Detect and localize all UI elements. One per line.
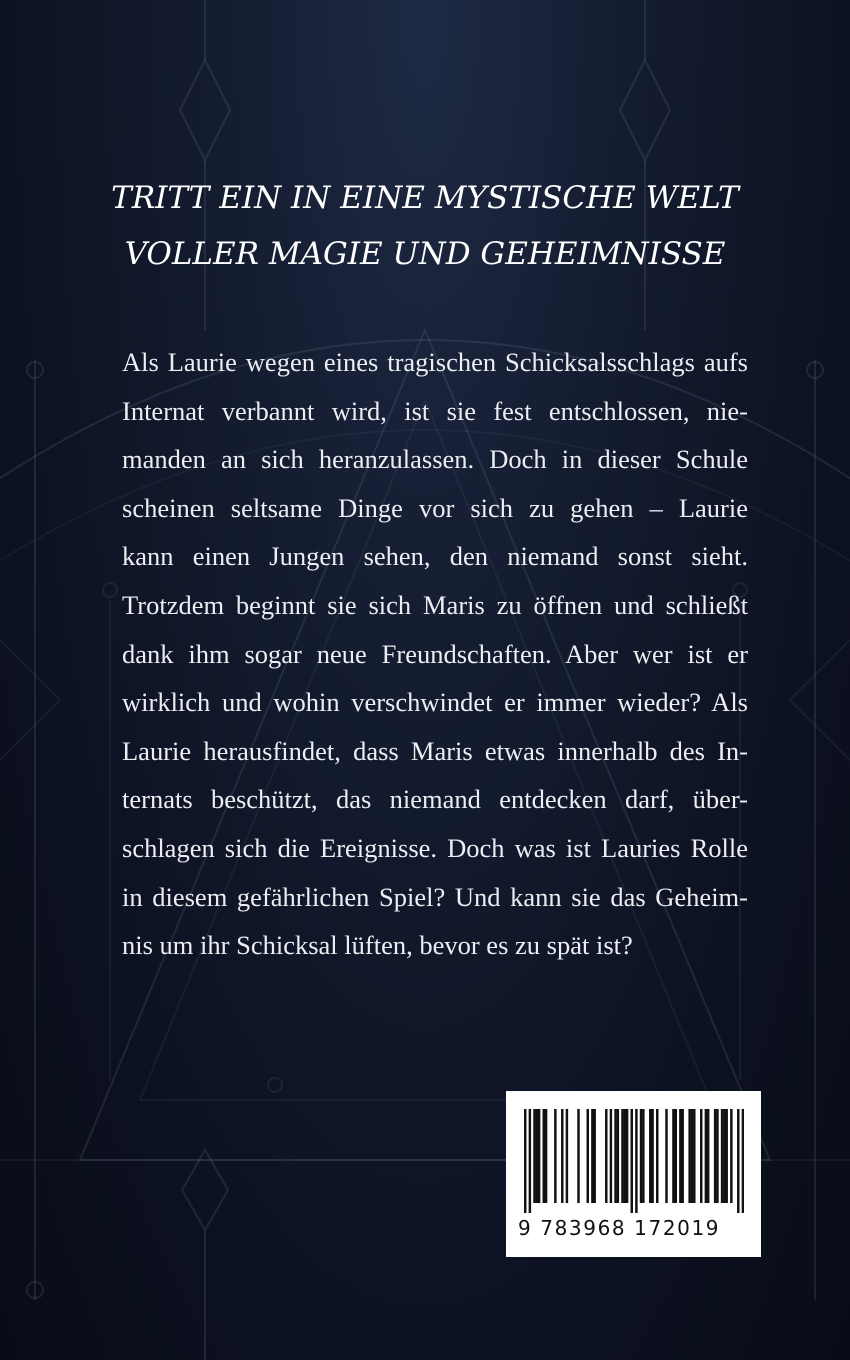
barcode-bar	[561, 1109, 563, 1203]
blurb-line: dank ihm sogar neue Freundschaften. Aber wer ist er	[122, 638, 748, 669]
barcode-bar	[591, 1109, 593, 1203]
barcode-bar	[614, 1109, 616, 1203]
barcode-bar	[621, 1109, 623, 1203]
barcode-bar	[538, 1109, 540, 1203]
barcode-bar	[723, 1109, 725, 1203]
barcode-bar	[693, 1109, 695, 1203]
barcode-bar	[642, 1109, 644, 1203]
blurb-line: ternats beschützt, das niemand entdecken darf, über-	[122, 784, 748, 815]
barcode-bar	[725, 1109, 727, 1203]
barcode-bar	[554, 1109, 556, 1203]
tagline-line-2: VOLLER MAGIE UND GEHEIMNISSE	[124, 236, 726, 272]
blurb-line: schlagen sich die Ereignisse. Doch was ist Lauries Rolle	[122, 832, 748, 863]
barcode-bar	[675, 1109, 677, 1203]
barcode-bar	[714, 1109, 716, 1203]
blurb-line: wirklich und wohin verschwindet er immer wieder? Als	[122, 687, 748, 718]
tagline-line-1: TRITT EIN IN EINE MYSTISCHE WELT	[111, 180, 739, 216]
barcode-bar	[533, 1109, 535, 1203]
barcode-bar	[587, 1109, 589, 1203]
barcode-bar	[688, 1109, 690, 1203]
barcode-bar	[737, 1109, 739, 1213]
barcode-bar	[566, 1109, 568, 1203]
tagline	[0, 170, 850, 282]
barcode-bar	[624, 1109, 626, 1203]
barcode-bar	[635, 1109, 637, 1213]
blurb-line: Internat verbannt wird, ist sie fest entschlossen, nie-	[122, 395, 748, 426]
barcode-bar	[651, 1109, 653, 1203]
barcode-bar	[610, 1109, 612, 1203]
barcode-bar	[700, 1109, 702, 1203]
barcode-bar	[545, 1109, 547, 1203]
barcode-bar	[577, 1109, 579, 1203]
barcode-bar	[721, 1109, 723, 1203]
barcode-bar	[705, 1109, 707, 1203]
barcode-bar	[656, 1109, 658, 1203]
blurb-text	[122, 338, 748, 970]
barcode-bars	[524, 1109, 744, 1213]
barcode-bar	[672, 1109, 674, 1203]
barcode-bar	[665, 1109, 667, 1203]
blurb-line: Als Laurie wegen eines tragischen Schicksalsschlags aufs	[122, 347, 748, 377]
blurb-line: manden an sich heranzulassen. Doch in dieser Schule	[122, 444, 748, 475]
blurb-line: kann einen Jungen sehen, den niemand sonst sieht.	[122, 541, 748, 572]
barcode-bar	[730, 1109, 732, 1203]
blurb-line: in diesem gefährlichen Spiel? Und kann sie das Geheim-	[122, 881, 748, 912]
barcode-bar	[742, 1109, 744, 1213]
barcode-bar	[626, 1109, 628, 1203]
barcode-bar	[605, 1109, 607, 1203]
barcode-bar	[716, 1109, 718, 1203]
barcode-bar	[529, 1109, 531, 1213]
blurb-line: Laurie herausfindet, dass Maris etwas innerhalb des In-	[122, 735, 748, 766]
isbn-barcode	[506, 1091, 761, 1257]
blurb-line: Trotzdem beginnt sie sich Maris zu öffnen und schließt	[122, 589, 748, 620]
barcode-bar	[640, 1109, 642, 1203]
blurb-line: nis um ihr Schicksal lüften, bevor es zu spät ist?	[122, 930, 633, 961]
barcode-bar	[649, 1109, 651, 1203]
barcode-bar	[543, 1109, 545, 1203]
barcode-bar	[536, 1109, 538, 1203]
barcode-bar	[524, 1109, 526, 1213]
barcode-bar	[679, 1109, 681, 1203]
barcode-bar	[617, 1109, 619, 1203]
barcode-bar	[681, 1109, 683, 1203]
barcode-bar	[593, 1109, 595, 1203]
isbn-number: 9 783968 172019	[518, 1216, 721, 1240]
barcode-bar	[691, 1109, 693, 1203]
barcode-bar	[631, 1109, 633, 1213]
blurb-line: scheinen seltsame Dinge vor sich zu gehen – Laurie	[122, 492, 748, 523]
barcode-bar	[707, 1109, 709, 1203]
